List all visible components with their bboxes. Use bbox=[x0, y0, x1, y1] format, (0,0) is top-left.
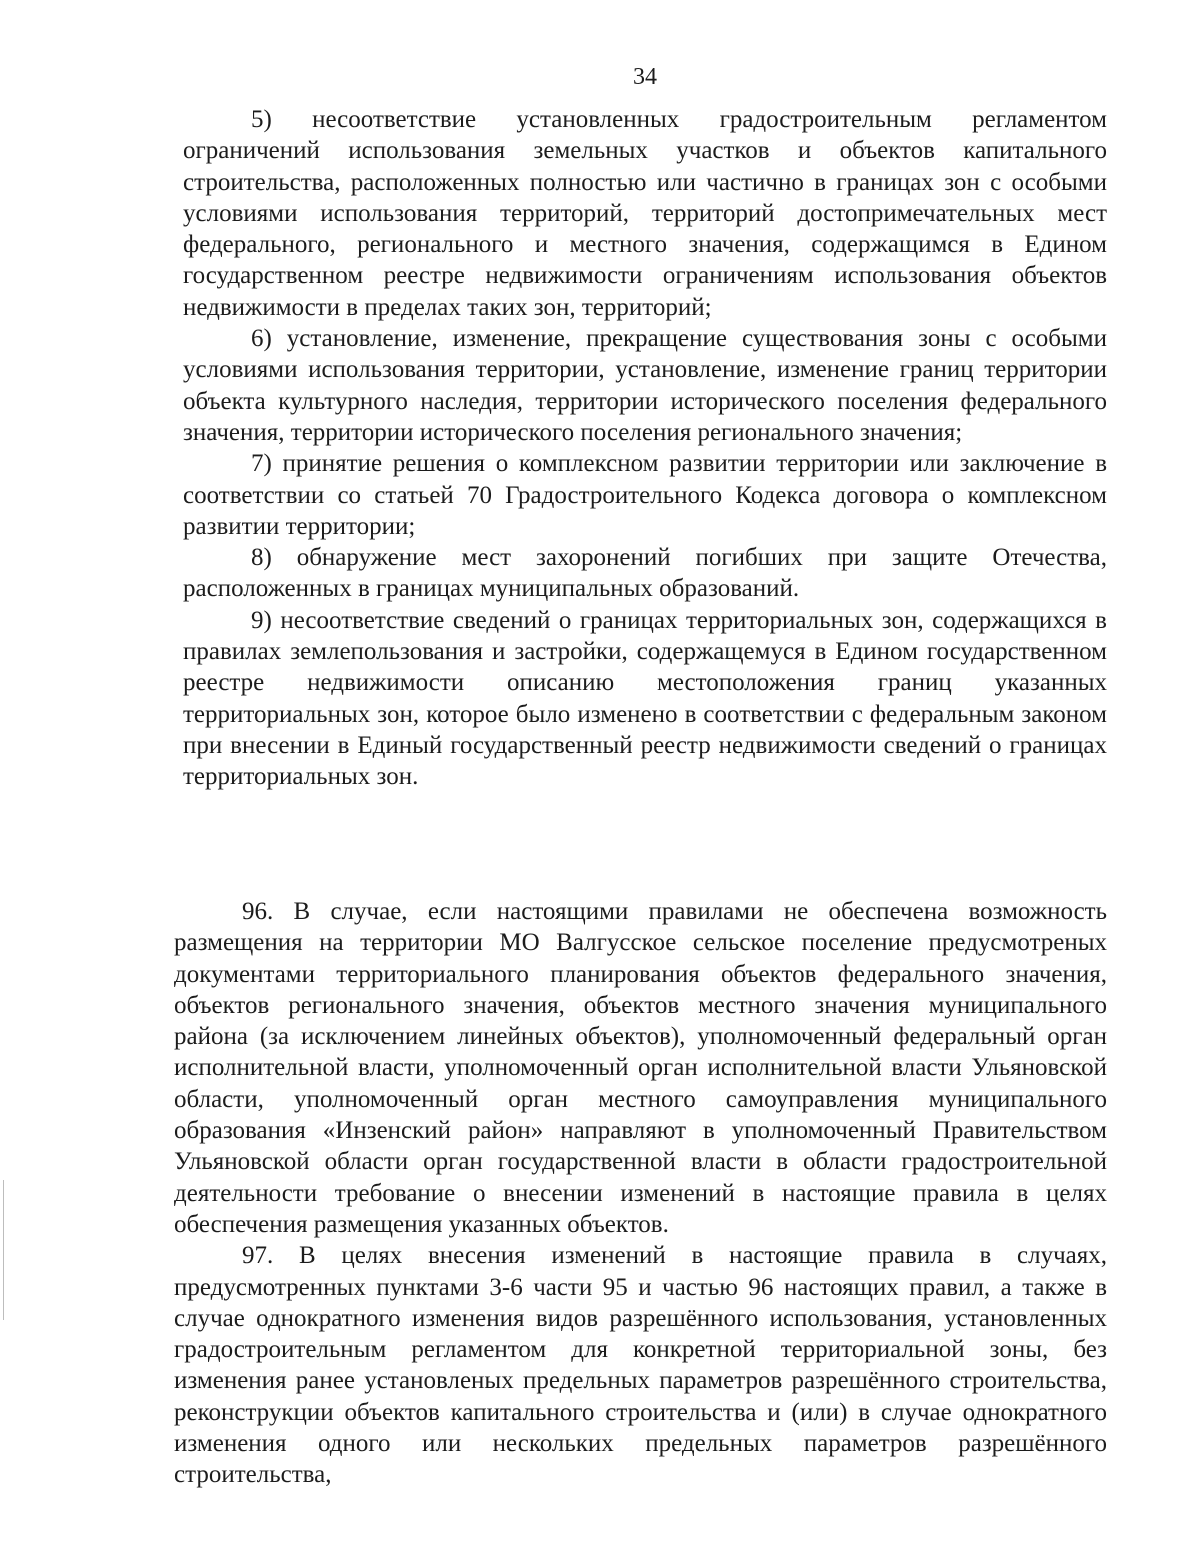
paragraph-item-7: 7) принятие решения о комплексном развитии территории или заключение в соответствии со статьей 70 Градостроительного Кодекса договора о комплексном развитии территории; bbox=[183, 450, 1107, 540]
document-body-upper bbox=[183, 104, 1107, 793]
paragraph-item-5: 5) несоответствие установленных градостроительным регламентом ограничений использования земельных участков и объектов капитального строительства, расположенных полностью или частично в границах зон с особыми условиями использования территорий, территорий достопримечательных мест федерального, регионального и местного значения, содержащимся в Едином государственном реестре недвижимости ограничениям использования объектов недвижимости в пределах таких зон, территорий; bbox=[183, 106, 1107, 321]
paragraph-96: 96. В случае, если настоящими правилами не обеспечена возможность размещения на территории МО Валгусское сельское поселение предусмотреных документами территориального планирования объектов федерального значения, объектов регионального значения, объектов местного значения муниципального района (за исключением линейных объектов), уполномоченный федеральный орган исполнительной власти, уполномоченный орган исполнительной власти Ульяновской области, уполномоченный орган местного самоуправления муниципального образования «Инзенский район» направляют в уполномоченный Правительством Ульяновской области орган государственной власти в области градостроительной деятельности требование о внесении изменений в настоящие правила в целях обеспечения размещения указанных объектов. bbox=[174, 898, 1107, 1238]
scan-edge-mark bbox=[3, 1180, 4, 1320]
document-body-lower bbox=[174, 896, 1107, 1491]
paragraph-item-8: 8) обнаружение мест захоронений погибших при защите Отечества, расположенных в границах муниципальных образований. bbox=[183, 544, 1107, 603]
paragraph-item-9: 9) несоответствие сведений о границах территориальных зон, содержащихся в правилах землепользования и застройки, содержащемуся в Едином государственном реестре недвижимости описанию местоположения границ указанных территориальных зон, которое было изменено в соответствии с федеральным законом при внесении в Единый государственный реестр недвижимости сведений о границах территориальных зон. bbox=[183, 606, 1107, 791]
page-number: 34 bbox=[633, 64, 657, 90]
paragraph-item-6: 6) установление, изменение, прекращение существования зоны с особыми условиями использования территории, установление, изменение границ территории объекта культурного наследия, территории исторического поселения федерального значения, территории исторического поселения регионального значения; bbox=[183, 325, 1107, 446]
paragraph-97: 97. В целях внесения изменений в настоящие правила в случаях, предусмотренных пунктами 3-6 части 95 и частью 96 настоящих правил, а также в случае однократного изменения видов разрешённого использования, установленных градостроительным регламентом для конкретной территориальной зоны, без изменения ранее установленых предельных параметров разрешённого строительства, реконструкции объектов капитального строительства и (или) в случае однократного изменения одного или нескольких предельных параметров разрешённого строительства, bbox=[174, 1242, 1107, 1489]
